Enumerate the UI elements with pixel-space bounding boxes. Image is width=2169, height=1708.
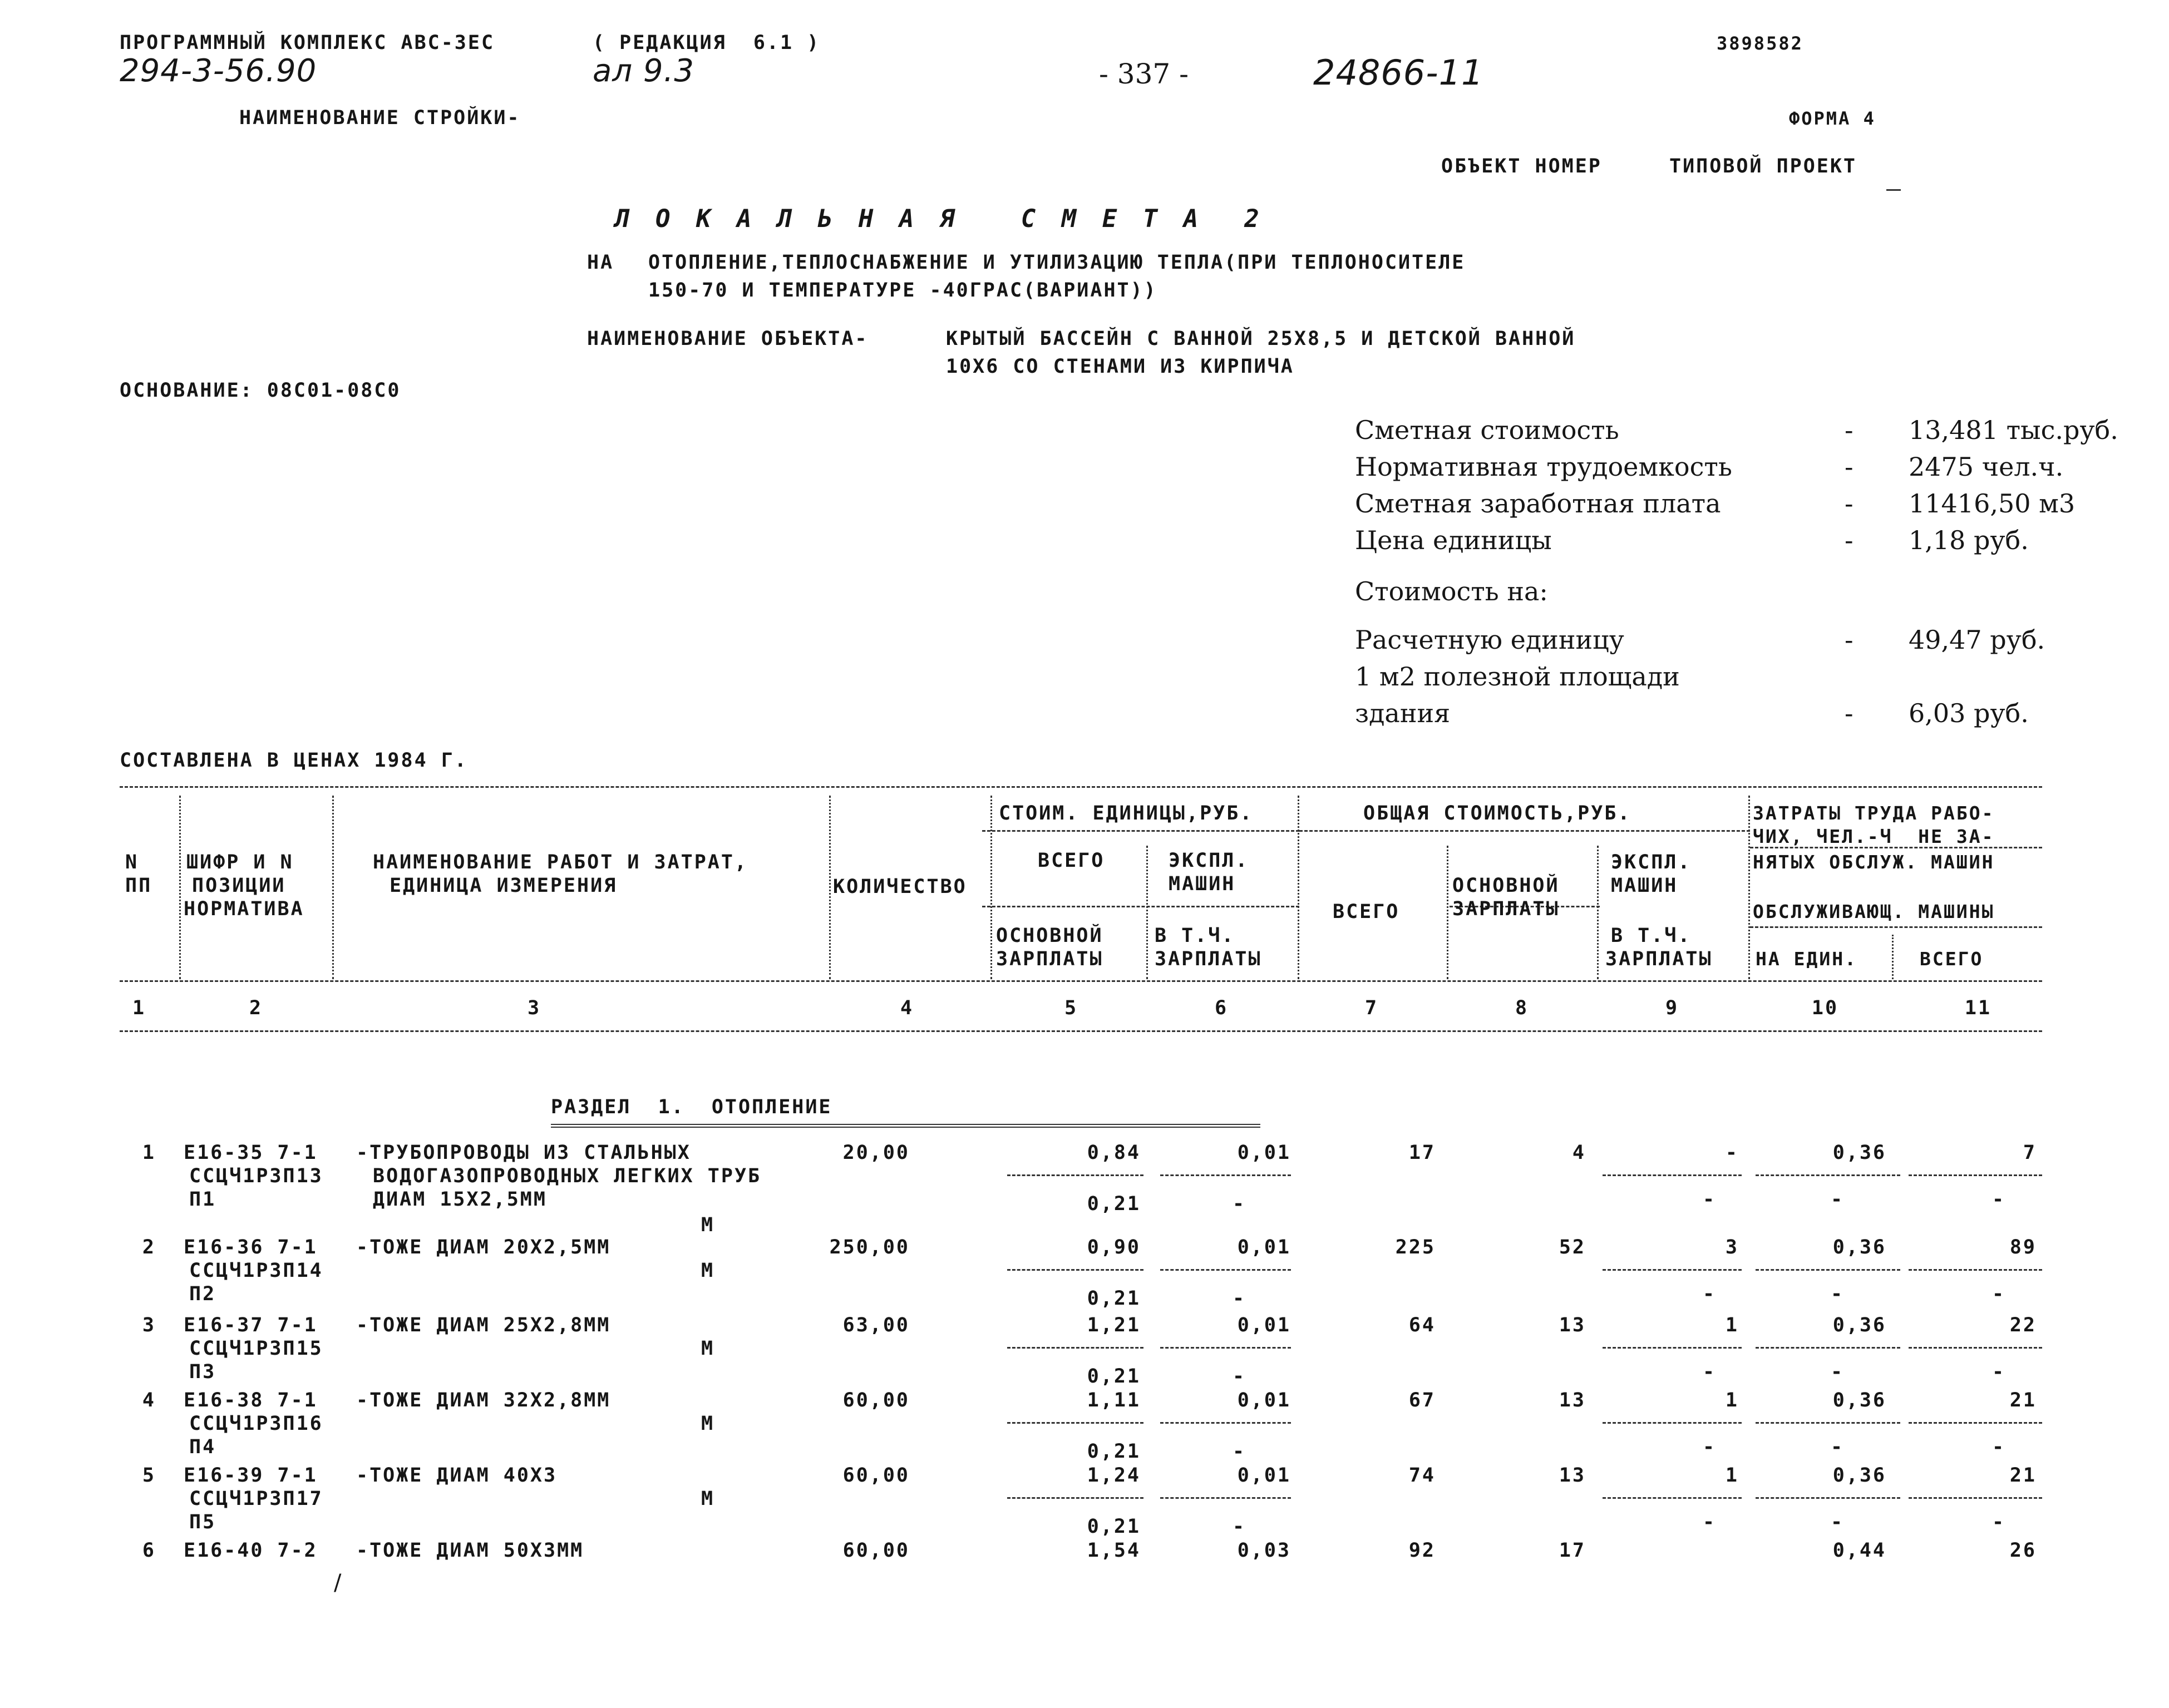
row-total-wages: 4 xyxy=(1572,1142,1586,1164)
summary-row-dash: - xyxy=(1845,415,1853,445)
column-number: 6 xyxy=(1214,997,1229,1019)
row-code: ССЦЧ1Р3П17 xyxy=(189,1488,323,1510)
summary-row-value: 13,481 тыс.руб. xyxy=(1909,415,2118,445)
row-underline xyxy=(1909,1174,2042,1176)
hdr-col2: НОРМАТИВА xyxy=(184,898,304,920)
row-unit-wages: 0,21 xyxy=(1087,1440,1141,1463)
row-underline xyxy=(1756,1269,1900,1271)
hdr-col2: ПОЗИЦИИ xyxy=(192,875,286,897)
row-underline xyxy=(1007,1497,1143,1499)
row-code: Е16-40 7-2 xyxy=(184,1539,318,1562)
row-unit-machines: 0,01 xyxy=(1237,1389,1291,1411)
hdr-group-labor-sub: ОБСЛУЖИВАЮЩ. МАШИНЫ xyxy=(1753,901,1995,922)
row-total-machines: 1 xyxy=(1725,1314,1739,1336)
row-machine-wages: - xyxy=(1703,1511,1717,1533)
row-total-machines: 3 xyxy=(1725,1236,1739,1258)
row-total: 64 xyxy=(1408,1314,1436,1336)
row-labor-total-machines: - xyxy=(1992,1511,2006,1533)
hdr-col5b: ОСНОВНОЙ xyxy=(996,925,1103,947)
row-name: -ТОЖЕ ДИАМ 50Х3ММ xyxy=(356,1539,584,1562)
hdr-group-total-cost: ОБЩАЯ СТОИМОСТЬ,РУБ. xyxy=(1363,802,1631,825)
object-label: НАИМЕНОВАНИЕ ОБЪЕКТА- xyxy=(587,328,869,350)
row-unit-machines: 0,03 xyxy=(1237,1539,1291,1562)
cost-row-label: 1 м2 полезной площади xyxy=(1355,662,1680,692)
row-labor-total: 21 xyxy=(2009,1389,2037,1411)
row-total-machines: 1 xyxy=(1725,1464,1739,1487)
cost-header: Стоимость на: xyxy=(1355,576,1548,606)
row-labor-total-machines: - xyxy=(1992,1188,2006,1211)
row-code: Е16-35 7-1 xyxy=(184,1142,318,1164)
program-name: ПРОГРАММНЫЙ КОМПЛЕКС АВС-3ЕС xyxy=(120,32,495,54)
row-underline xyxy=(1756,1497,1900,1499)
row-quantity: 60,00 xyxy=(842,1389,910,1411)
row-unit: М xyxy=(701,1214,715,1236)
row-underline xyxy=(1603,1269,1742,1271)
hdr-group-labor: ЗАТРАТЫ ТРУДА РАБО- xyxy=(1753,802,1995,824)
row-underline xyxy=(1603,1347,1742,1349)
row-code: ССЦЧ1Р3П15 xyxy=(189,1337,323,1360)
row-unit-cost: 0,84 xyxy=(1087,1142,1141,1164)
hdr-col5b: ЗАРПЛАТЫ xyxy=(996,948,1103,970)
row-labor-unit-machines: - xyxy=(1831,1283,1845,1305)
row-unit-cost: 1,24 xyxy=(1087,1464,1141,1487)
row-labor-unit: 0,36 xyxy=(1832,1236,1886,1258)
row-unit: М xyxy=(701,1413,715,1435)
row-unit-machine-wages: - xyxy=(1233,1440,1246,1463)
hdr-col1: ПП xyxy=(125,875,152,897)
column-number: 7 xyxy=(1364,997,1379,1019)
hdr-col6b: В Т.Ч. xyxy=(1155,925,1235,947)
row-name: ДИАМ 15Х2,5ММ xyxy=(373,1188,547,1211)
row-code: ССЦЧ1Р3П16 xyxy=(189,1413,323,1435)
row-unit-machines: 0,01 xyxy=(1237,1314,1291,1336)
hdr-col3: ЕДИНИЦА ИЗМЕРЕНИЯ xyxy=(390,875,618,897)
column-number: 4 xyxy=(900,997,914,1019)
hdr-col11: ВСЕГО xyxy=(1920,948,1984,970)
row-underline xyxy=(1603,1497,1742,1499)
row-unit-wages: 0,21 xyxy=(1087,1287,1141,1310)
object-line-2: 10Х6 СО СТЕНАМИ ИЗ КИРПИЧА xyxy=(946,356,1294,378)
row-code: П3 xyxy=(189,1361,216,1383)
row-total-wages: 52 xyxy=(1559,1236,1586,1258)
hdr-group-labor: НЯТЫХ ОБСЛУЖ. МАШИН xyxy=(1753,851,1995,873)
row-unit: М xyxy=(701,1260,715,1282)
row-quantity: 20,00 xyxy=(842,1142,910,1164)
row-labor-total: 22 xyxy=(2009,1314,2037,1336)
handwritten-code: 294-3-56.90 xyxy=(120,53,317,89)
row-total: 74 xyxy=(1408,1464,1436,1487)
row-number: 5 xyxy=(142,1464,156,1487)
row-underline xyxy=(1160,1497,1291,1499)
row-labor-total-machines: - xyxy=(1992,1283,2006,1305)
hdr-col6b: ЗАРПЛАТЫ xyxy=(1155,948,1262,970)
hdr-col3: НАИМЕНОВАНИЕ РАБОТ И ЗАТРАТ, xyxy=(373,851,748,873)
row-labor-unit-machines: - xyxy=(1831,1436,1845,1458)
row-unit-machine-wages: - xyxy=(1233,1193,1246,1215)
row-unit: М xyxy=(701,1337,715,1360)
row-quantity: 63,00 xyxy=(842,1314,910,1336)
row-underline xyxy=(1909,1347,2042,1349)
row-code: Е16-39 7-1 xyxy=(184,1464,318,1487)
summary-row-value: 2475 чел.ч. xyxy=(1909,452,2064,482)
cost-row-label: здания xyxy=(1355,698,1451,728)
row-underline xyxy=(1007,1269,1143,1271)
cost-row-dash: - xyxy=(1845,698,1853,728)
row-name: -ТОЖЕ ДИАМ 40Х3 xyxy=(356,1464,558,1487)
row-code: ССЦЧ1Р3П14 xyxy=(189,1260,323,1282)
row-total-wages: 13 xyxy=(1559,1389,1586,1411)
row-machine-wages: - xyxy=(1703,1436,1717,1458)
hdr-group-unit-cost: СТОИМ. ЕДИНИЦЫ,РУБ. xyxy=(999,802,1254,825)
section-heading: РАЗДЕЛ 1. ОТОПЛЕНИЕ xyxy=(551,1096,832,1118)
row-total: 92 xyxy=(1408,1539,1436,1562)
row-total-machines: 1 xyxy=(1725,1389,1739,1411)
row-name: -ТРУБОПРОВОДЫ ИЗ СТАЛЬНЫХ xyxy=(356,1142,691,1164)
summary-row-dash: - xyxy=(1845,452,1853,482)
row-underline xyxy=(1909,1497,2042,1499)
hdr-col6a: ЭКСПЛ. xyxy=(1169,850,1249,872)
hdr-col9b: В Т.Ч. xyxy=(1611,925,1692,947)
row-labor-total: 89 xyxy=(2009,1236,2037,1258)
hdr-col9a: МАШИН xyxy=(1611,875,1678,897)
summary-row-value: 1,18 руб. xyxy=(1909,525,2029,555)
object-number-label: ОБЪЕКТ НОМЕР xyxy=(1441,155,1602,177)
hdr-group-labor: ЧИХ, ЧЕЛ.-Ч НЕ ЗА- xyxy=(1753,826,1995,847)
cost-row-dash: - xyxy=(1845,625,1853,655)
summary-row-label: Сметная стоимость xyxy=(1355,415,1619,445)
summary-row-dash: - xyxy=(1845,525,1853,555)
cost-row-label: Расчетную единицу xyxy=(1355,625,1624,655)
row-underline xyxy=(1603,1422,1742,1424)
hdr-col10: НА ЕДИН. xyxy=(1756,948,1857,970)
row-code: П4 xyxy=(189,1436,216,1458)
row-number: 4 xyxy=(142,1389,156,1411)
row-number: 3 xyxy=(142,1314,156,1336)
row-underline xyxy=(1160,1269,1291,1271)
row-labor-unit: 0,36 xyxy=(1832,1142,1886,1164)
hdr-col4: КОЛИЧЕСТВО xyxy=(833,876,967,898)
row-machine-wages: - xyxy=(1703,1361,1717,1383)
hdr-col9b: ЗАРПЛАТЫ xyxy=(1605,948,1713,970)
page-number: - 337 - xyxy=(1099,58,1189,90)
row-code: П2 xyxy=(189,1283,216,1305)
row-labor-unit: 0,36 xyxy=(1832,1314,1886,1336)
summary-row-label: Сметная заработная плата xyxy=(1355,488,1721,519)
summary-row-value: 11416,50 м3 xyxy=(1909,488,2076,519)
column-number: 1 xyxy=(132,997,146,1019)
row-underline xyxy=(1160,1347,1291,1349)
hdr-col5a: ВСЕГО xyxy=(1038,850,1105,872)
handwritten-number: 24866-11 xyxy=(1313,52,1484,93)
row-total-machines: - xyxy=(1725,1142,1739,1164)
row-labor-unit-machines: - xyxy=(1831,1188,1845,1211)
row-labor-unit-machines: - xyxy=(1831,1511,1845,1533)
row-number: 1 xyxy=(142,1142,156,1164)
estimate-title: Л О К А Л Ь Н А Я С М Е Т А 2 xyxy=(615,205,1265,233)
row-unit-cost: 0,90 xyxy=(1087,1236,1141,1258)
subject-prefix: НА xyxy=(587,251,614,274)
summary-row-label: Нормативная трудоемкость xyxy=(1355,452,1732,482)
row-unit-machine-wages: - xyxy=(1233,1365,1246,1388)
row-code: Е16-36 7-1 xyxy=(184,1236,318,1258)
row-labor-total-machines: - xyxy=(1992,1361,2006,1383)
column-number: 11 xyxy=(1964,997,1992,1019)
column-number: 8 xyxy=(1515,997,1529,1019)
row-number: 2 xyxy=(142,1236,156,1258)
summary-row-dash: - xyxy=(1845,488,1853,519)
forma-label: ФОРМА 4 xyxy=(1789,108,1876,129)
row-total-wages: 13 xyxy=(1559,1464,1586,1487)
hdr-col7: ВСЕГО xyxy=(1333,901,1400,923)
row-unit-machines: 0,01 xyxy=(1237,1142,1291,1164)
column-number: 3 xyxy=(527,997,541,1019)
row-total-wages: 13 xyxy=(1559,1314,1586,1336)
row-underline xyxy=(1160,1174,1291,1176)
column-number: 5 xyxy=(1064,997,1078,1019)
row-code: Е16-37 7-1 xyxy=(184,1314,318,1336)
cost-row-value: 6,03 руб. xyxy=(1909,698,2029,728)
cost-row-value: 49,47 руб. xyxy=(1909,625,2045,655)
row-unit-wages: 0,21 xyxy=(1087,1516,1141,1538)
row-unit-wages: 0,21 xyxy=(1087,1365,1141,1388)
hdr-col8: ЗАРПЛАТЫ xyxy=(1452,898,1560,920)
row-labor-total: 21 xyxy=(2009,1464,2037,1487)
basis-line: ОСНОВАНИЕ: 08С01-08С0 xyxy=(120,379,401,402)
hdr-col2: ШИФР И N xyxy=(186,851,294,873)
summary-row-label: Цена единицы xyxy=(1355,525,1552,555)
row-labor-total-machines: - xyxy=(1992,1436,2006,1458)
row-underline xyxy=(1909,1269,2042,1271)
row-quantity: 250,00 xyxy=(829,1236,910,1258)
edition: ( РЕДАКЦИЯ 6.1 ) xyxy=(593,32,821,54)
row-total: 67 xyxy=(1408,1389,1436,1411)
row-unit-cost: 1,54 xyxy=(1087,1539,1141,1562)
row-underline xyxy=(1007,1174,1143,1176)
row-underline xyxy=(1909,1422,2042,1424)
document-id: 3898582 xyxy=(1717,33,1803,54)
row-quantity: 60,00 xyxy=(842,1539,910,1562)
row-labor-unit: 0,36 xyxy=(1832,1389,1886,1411)
prices-line: СОСТАВЛЕНА В ЦЕНАХ 1984 Г. xyxy=(120,749,468,772)
handwritten-album: ал 9.3 xyxy=(593,53,694,89)
row-underline xyxy=(1007,1347,1143,1349)
row-unit-machine-wages: - xyxy=(1233,1516,1246,1538)
hdr-col1: N xyxy=(125,851,139,873)
row-labor-unit-machines: - xyxy=(1831,1361,1845,1383)
row-code: Е16-38 7-1 xyxy=(184,1389,318,1411)
row-name: -ТОЖЕ ДИАМ 25Х2,8ММ xyxy=(356,1314,611,1336)
row-underline xyxy=(1007,1422,1143,1424)
typical-project-label: ТИПОВОЙ ПРОЕКТ xyxy=(1669,155,1857,177)
hdr-col6a: МАШИН xyxy=(1169,873,1236,895)
column-number: 10 xyxy=(1811,997,1839,1019)
object-line-1: КРЫТЫЙ БАССЕЙН С ВАННОЙ 25Х8,5 И ДЕТСКОЙ ВАННОЙ xyxy=(946,328,1576,350)
row-underline xyxy=(1756,1347,1900,1349)
row-underline xyxy=(1756,1174,1900,1176)
stroika-label: НАИМЕНОВАНИЕ СТРОЙКИ- xyxy=(239,107,521,129)
row-name: -ТОЖЕ ДИАМ 20Х2,5ММ xyxy=(356,1236,611,1258)
row-total: 17 xyxy=(1408,1142,1436,1164)
row-labor-unit: 0,44 xyxy=(1832,1539,1886,1562)
row-code: П5 xyxy=(189,1511,216,1533)
row-name: -ТОЖЕ ДИАМ 32Х2,8ММ xyxy=(356,1389,611,1411)
row-unit-machines: 0,01 xyxy=(1237,1464,1291,1487)
row-unit-machines: 0,01 xyxy=(1237,1236,1291,1258)
row-machine-wages: - xyxy=(1703,1188,1717,1211)
row-unit: М xyxy=(701,1488,715,1510)
row-underline xyxy=(1756,1422,1900,1424)
row-labor-total: 26 xyxy=(2009,1539,2037,1562)
row-code: П1 xyxy=(189,1188,216,1211)
row-labor-total: 7 xyxy=(2023,1142,2037,1164)
row-labor-unit: 0,36 xyxy=(1832,1464,1886,1487)
column-number: 2 xyxy=(249,997,263,1019)
subject-line-1: ОТОПЛЕНИЕ,ТЕПЛОСНАБЖЕНИЕ И УТИЛИЗАЦИЮ ТЕПЛА(ПРИ ТЕПЛОНОСИТЕЛЕ xyxy=(648,251,1466,274)
column-number: 9 xyxy=(1665,997,1679,1019)
row-unit-cost: 1,21 xyxy=(1087,1314,1141,1336)
row-machine-wages: - xyxy=(1703,1283,1717,1305)
hdr-col9a: ЭКСПЛ. xyxy=(1611,851,1692,873)
row-underline xyxy=(1603,1174,1742,1176)
row-quantity: 60,00 xyxy=(842,1464,910,1487)
row-code: ССЦЧ1Р3П13 xyxy=(189,1165,323,1187)
row-number: 6 xyxy=(142,1539,156,1562)
row-total: 225 xyxy=(1395,1236,1436,1258)
row-total-wages: 17 xyxy=(1559,1539,1586,1562)
row-unit-machine-wages: - xyxy=(1233,1287,1246,1310)
row-unit-wages: 0,21 xyxy=(1087,1193,1141,1215)
row-name: ВОДОГАЗОПРОВОДНЫХ ЛЕГКИХ ТРУБ xyxy=(373,1165,762,1187)
row-underline xyxy=(1160,1422,1291,1424)
row-unit-cost: 1,11 xyxy=(1087,1389,1141,1411)
subject-line-2: 150-70 И ТЕМПЕРАТУРЕ -40ГРАС(ВАРИАНТ)) xyxy=(648,279,1157,302)
hdr-col8: ОСНОВНОЙ xyxy=(1452,875,1560,897)
